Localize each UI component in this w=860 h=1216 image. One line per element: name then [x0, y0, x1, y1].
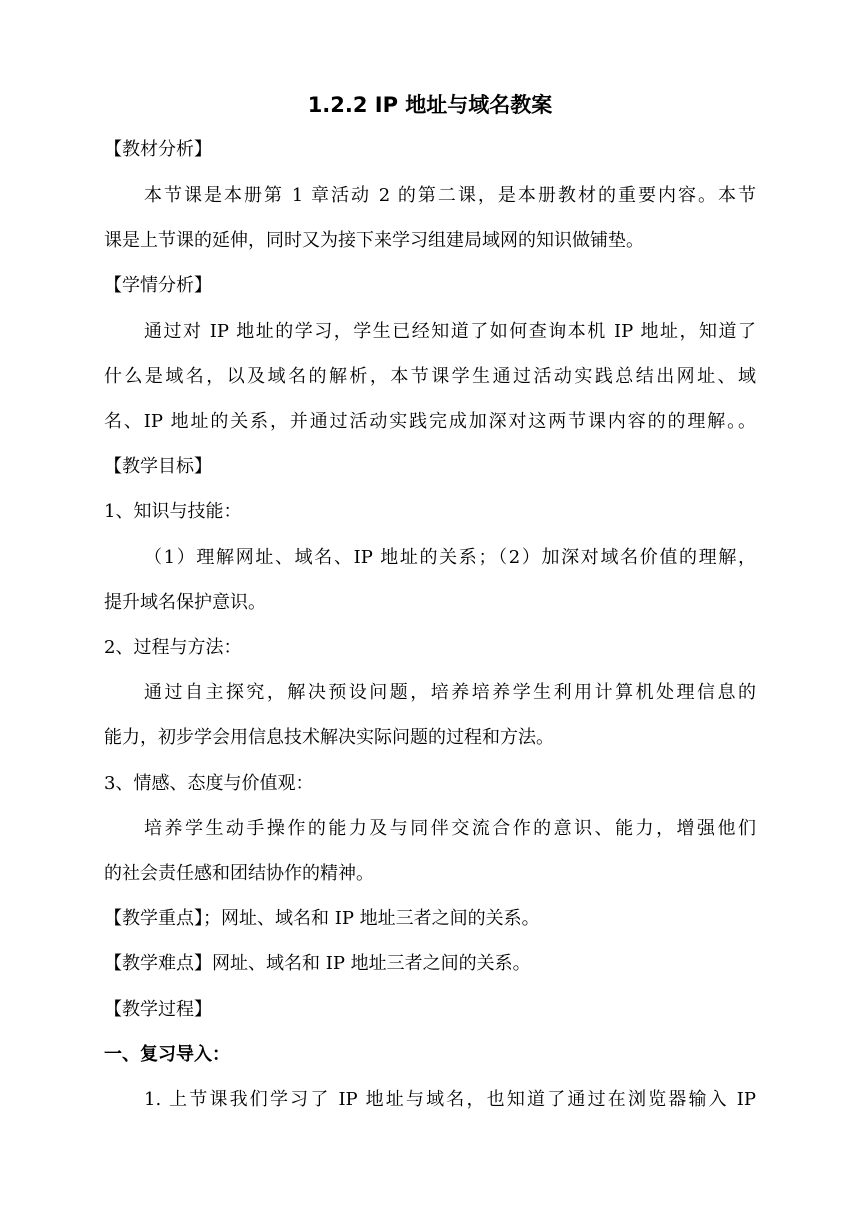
section-teaching-key-points: 【教学重点】；网址、域名和 IP 地址三者之间的关系。: [104, 908, 540, 929]
paragraph-line: 提升域名保护意识。: [104, 592, 266, 613]
paragraph-line: （1）理解网址、域名、IP 地址的关系；（2）加深对域名价值的理解，: [144, 547, 756, 568]
section-heading-teaching-objectives: 【教学目标】: [104, 456, 212, 477]
paragraph-line: 本节课是本册第 1 章活动 2 的第二课，是本册教材的重要内容。本节: [144, 185, 756, 206]
subheading-review-introduction: 一、复习导入：: [104, 1044, 230, 1065]
paragraph-line: 名、IP 地址的关系，并通过活动实践完成加深对这两节课内容的的理解。。: [104, 411, 756, 432]
section-teaching-difficulties: 【教学难点】网址、域名和 IP 地址三者之间的关系。: [104, 953, 531, 974]
paragraph-line: 通过自主探究，解决预设问题，培养培养学生利用计算机处理信息的: [144, 682, 756, 703]
paragraph-line: 通过对 IP 地址的学习，学生已经知道了如何查询本机 IP 地址，知道了: [144, 321, 756, 342]
section-heading-teaching-process: 【教学过程】: [104, 999, 212, 1020]
subheading-knowledge-skills: 1、知识与技能：: [104, 501, 242, 522]
paragraph-line: 1. 上节课我们学习了 IP 地址与域名，也知道了通过在浏览器输入 IP: [144, 1089, 756, 1110]
section-heading-textbook-analysis: 【教材分析】: [104, 139, 212, 160]
paragraph-line: 课是上节课的延伸，同时又为接下来学习组建局域网的知识做铺垫。: [104, 230, 644, 251]
paragraph-line: 什么是域名，以及域名的解析，本节课学生通过活动实践总结出网址、域: [104, 366, 756, 387]
paragraph-line: 的社会责任感和团结协作的精神。: [104, 863, 374, 884]
section-heading-student-analysis: 【学情分析】: [104, 275, 212, 296]
subheading-process-methods: 2、过程与方法：: [104, 637, 242, 658]
subheading-emotion-attitude-values: 3、情感、态度与价值观：: [104, 773, 314, 794]
paragraph-line: 培养学生动手操作的能力及与同伴交流合作的意识、能力，增强他们: [144, 818, 756, 839]
document-title: 1.2.2 IP 地址与域名教案: [307, 93, 553, 117]
paragraph-line: 能力，初步学会用信息技术解决实际问题的过程和方法。: [104, 727, 554, 748]
